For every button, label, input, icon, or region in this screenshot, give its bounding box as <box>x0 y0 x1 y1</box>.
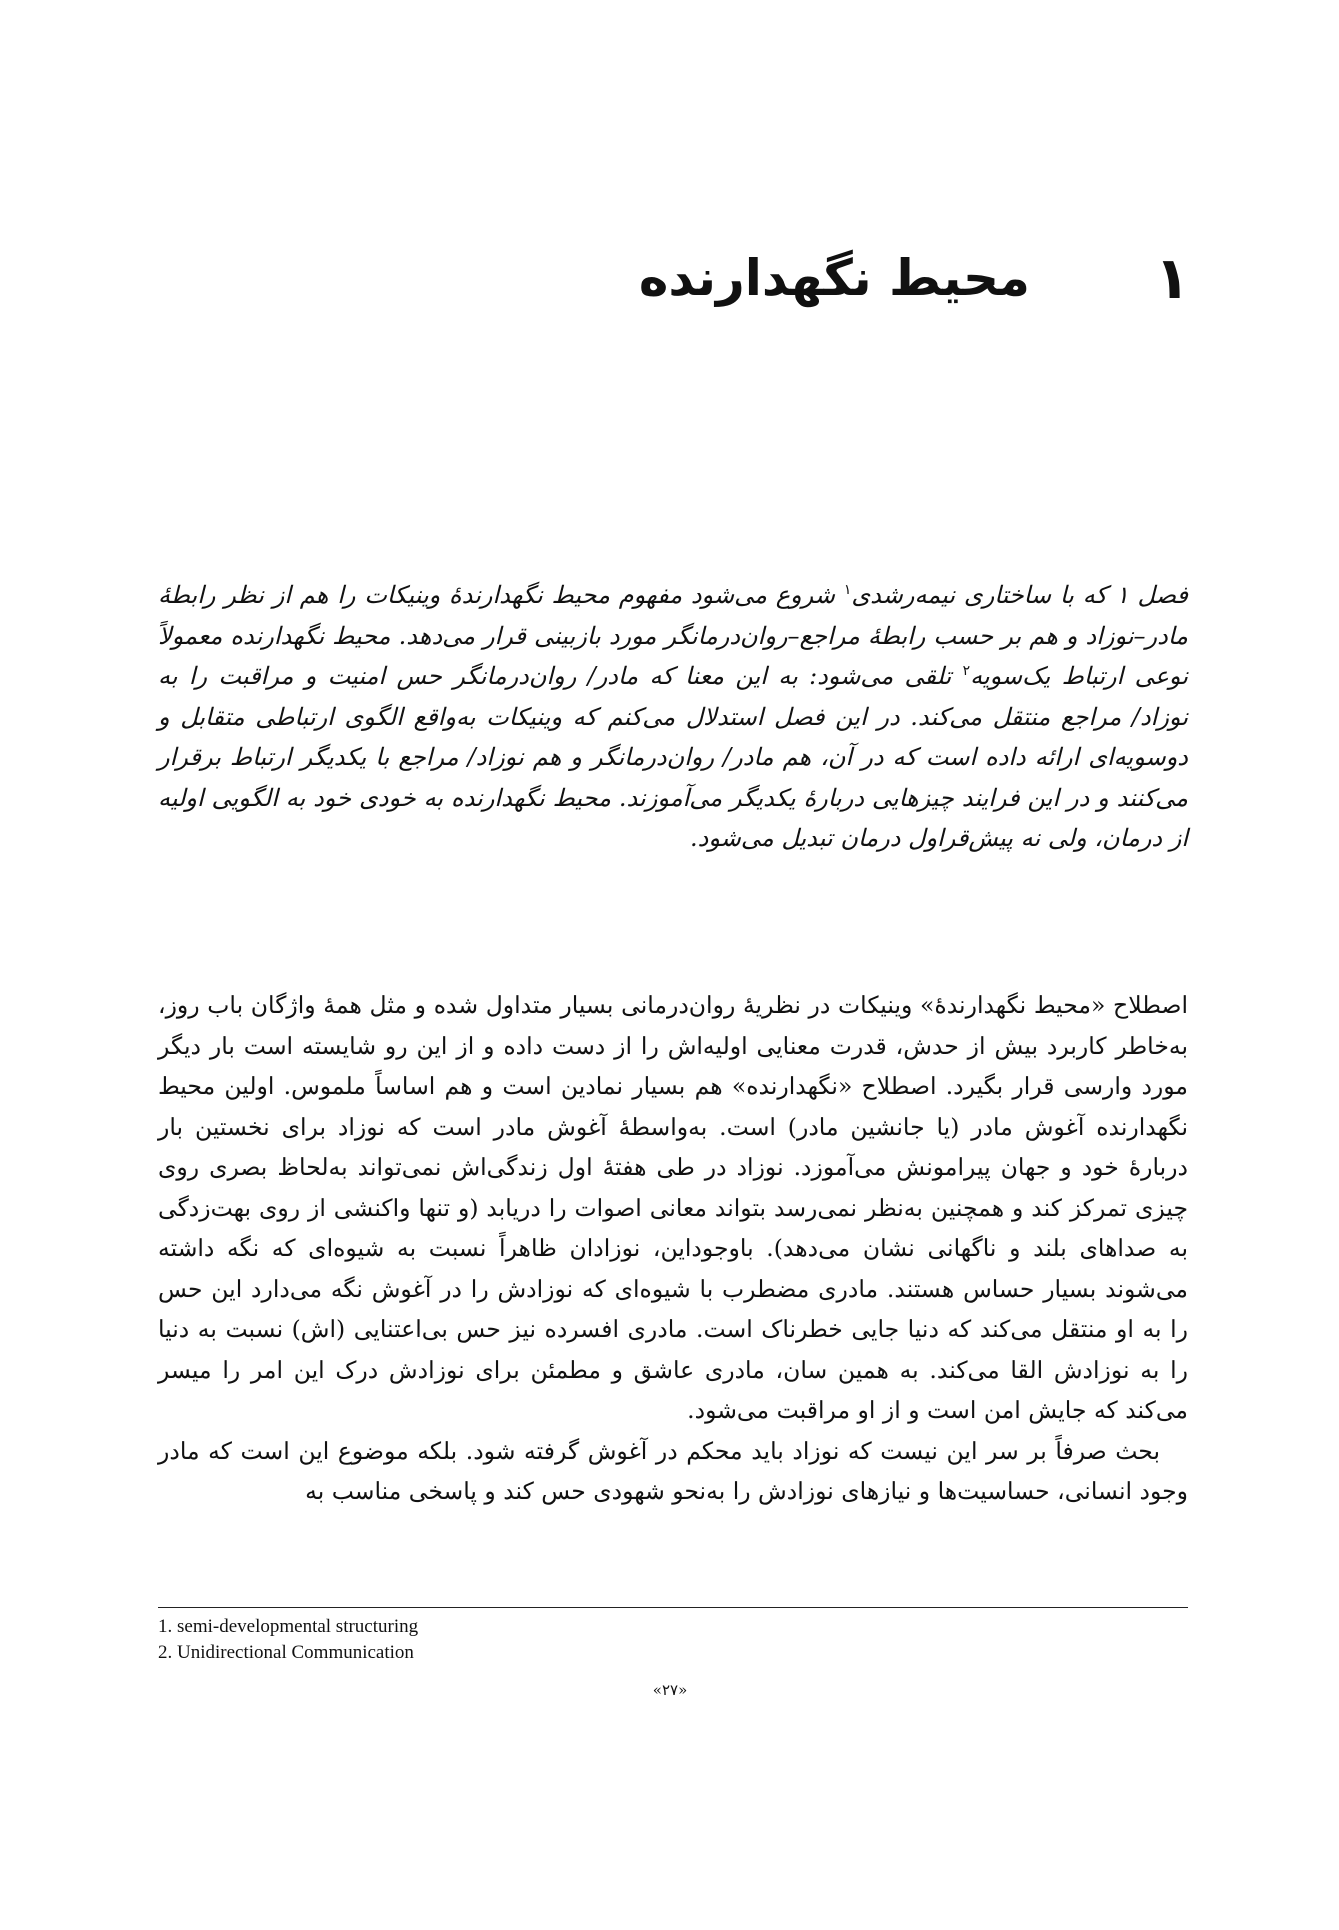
chapter-heading <box>638 238 1190 328</box>
chapter-abstract <box>158 575 1188 859</box>
footnote-marker-2: ۲ <box>962 663 971 679</box>
abstract-text: تلقی می‌شود: به این معنا که مادر/ روان‌درمانگر حس امنیت و مراقبت را به نوزاد/ مراجع منتقل می‌کند. در این فصل استدلال می‌کنم که وینیکات به‌واقع الگوی ارتباطی متقابل و دوسویه‌ای ارائه داده است که در آن، هم مادر/ روان‌درمانگر و هم نوزاد/ مراجع با یکدیگر ارتباط برقرار می‌کنند و در این فرایند چیزهایی دربارهٔ یکدیگر می‌آموزند. محیط نگهدارنده به خودی خود به الگویی اولیه از درمان، ولی نه پیش‌قراول درمان تبدیل می‌شود. <box>158 662 1188 852</box>
abstract-text: فصل ۱ که با ساختاری نیمه‌رشدی <box>851 581 1189 609</box>
footnote-marker-1: ۱ <box>843 582 852 598</box>
body-text <box>158 985 1188 1512</box>
chapter-title: محیط نگهدارنده <box>638 249 1030 307</box>
abstract-text: شروع می‌شود مفهوم محیط نگهدارندهٔ وینیکات را هم از نظر رابطهٔ مادر–نوزاد و هم بر حسب رابطهٔ مراجع–روان‌درمانگر مورد بازبینی قرار می‌دهد. محیط نگهدارنده معمولاً نوعی ارتباط یک‌سویه <box>158 581 1189 690</box>
footnotes <box>158 1614 758 1666</box>
chapter-number: ۱ <box>1154 244 1190 312</box>
footnote-item: 1. semi-developmental structuring <box>158 1616 419 1637</box>
footnote-item: 2. Unidirectional Communication <box>158 1642 414 1663</box>
body-paragraph: بحث صرفاً بر سر این نیست که نوزاد باید محکم در آغوش گرفته شود. بلکه موضوع این است که مادر وجود انسانی، حساسیت‌ها و نیازهای نوزادش را به‌نحو شهودی حس کند و پاسخی مناسب به <box>158 1436 1188 1505</box>
body-paragraph: اصطلاح «محیط نگهدارندهٔ» وینیکات در نظریهٔ روان‌درمانی بسیار متداول شده و مثل همهٔ واژگان باب روز، به‌خاطر کاربرد بیش از حدش، قدرت معنایی اولیه‌اش را از دست داده و از این رو شایسته است بار دیگر مورد وارسی قرار بگیرد. اصطلاح «نگهدارنده» هم بسیار نمادین است و هم اساساً ملموس. اولین محیط نگهدارنده آغوش مادر (یا جانشین مادر) است. به‌واسطهٔ آغوش مادر است که نوزاد برای نخستین بار دربارهٔ خود و جهان پیرامونش می‌آموزد. نوزاد در طی هفتهٔ اول زندگی‌اش نمی‌تواند به‌لحاظ بصری روی چیزی تمرکز کند و همچنین به‌نظر نمی‌رسد بتواند معانی اصوات را دریابد (و تنها واکنشی از روی بهت‌زدگی به صداهای بلند و ناگهانی نشان می‌دهد). باوجوداین، نوزادان ظاهراً نسبت به شیوه‌ای که نگه داشته می‌شوند بسیار حساس هستند. مادری مضطرب با شیوه‌ای که نوزادش را در آغوش نگه می‌دارد این حس را به او منتقل می‌کند که دنیا جایی خطرناک است. مادری افسرده نیز حس بی‌اعتنایی (اش) نسبت به دنیا را به نوزادش القا می‌کند. به همین سان، مادری عاشق و مطمئن برای نوزادش درک این امر را میسر می‌کند که جایش امن است و از او مراقبت می‌شود. <box>158 991 1188 1424</box>
page-number: «۲۷» <box>652 1681 688 1699</box>
footnote-divider <box>158 1607 1188 1608</box>
